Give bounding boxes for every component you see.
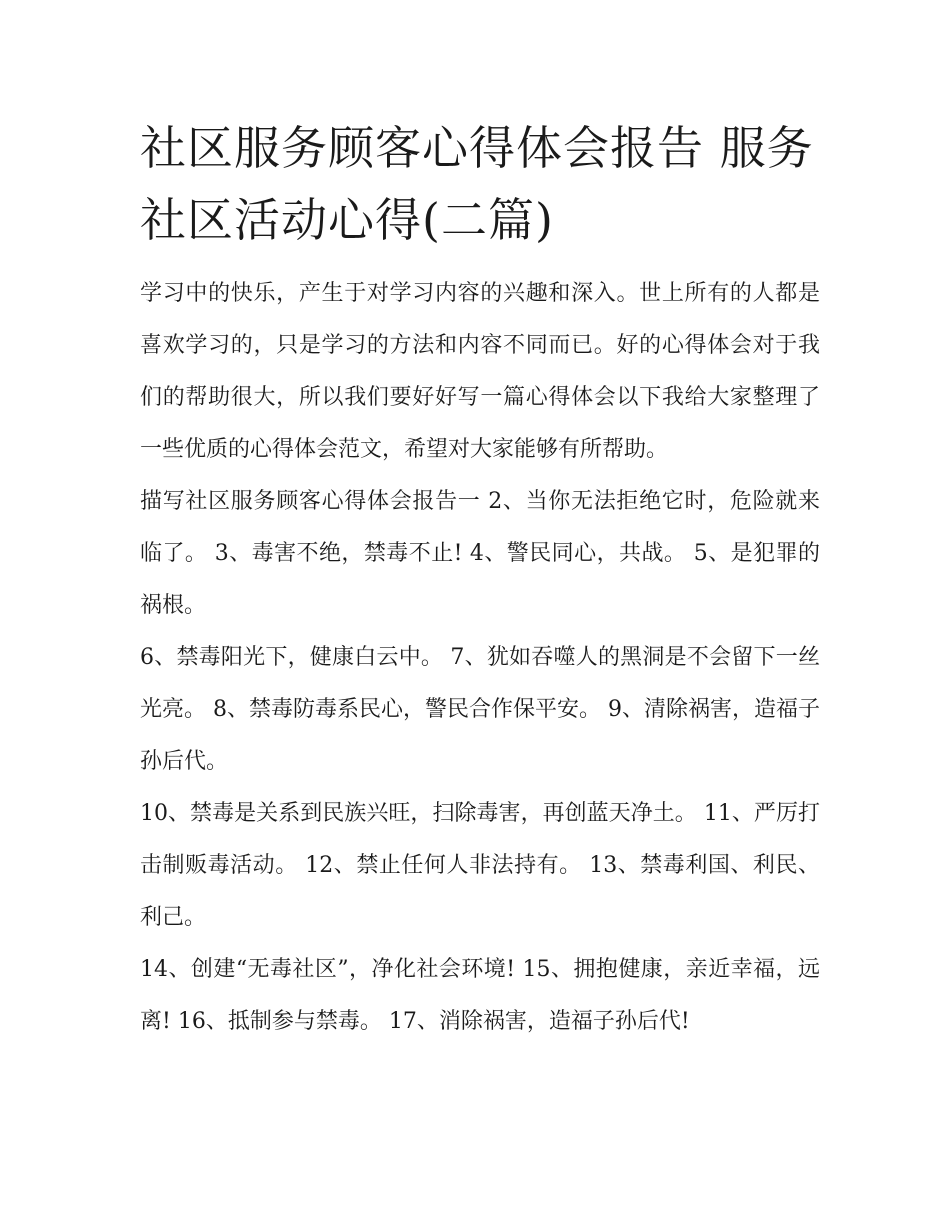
document-title: 社区服务顾客心得体会报告 服务社区活动心得(二篇) [140, 121, 814, 247]
paragraph-items-14-17: 14、创建“无毒社区”，净化社会环境! 15、拥抱健康，亲近幸福，远离! 16、抵制参与禁毒。 17、消除祸害，造福子孙后代! [140, 957, 820, 1034]
paragraph-report-one: 描写社区服务顾客心得体会报告一 2、当你无法拒绝它时，危险就来临了。 3、毒害不绝，禁毒不止! 4、警民同心，共战。 5、是犯罪的祸根。 [140, 489, 820, 618]
intro-paragraph: 学习中的快乐，产生于对学习内容的兴趣和深入。世上所有的人都是喜欢学习的，只是学习的方法和内容不同而已。好的心得体会对于我们的帮助很大，所以我们要好好写一篇心得体会以下我给大家整理了一些优质的心得体会范文，希望对大家能够有所帮助。 [140, 281, 820, 462]
paragraph-items-10-13: 10、禁毒是关系到民族兴旺，扫除毒害，再创蓝天净土。 11、严厉打击制贩毒活动。 12、禁止任何人非法持有。 13、禁毒利国、利民、利己。 [140, 801, 820, 930]
document-body [140, 112, 820, 1048]
paragraph-items-6-9: 6、禁毒阳光下，健康白云中。 7、犹如吞噬人的黑洞是不会留下一丝光亮。 8、禁毒防毒系民心，警民合作保平安。 9、清除祸害，造福子孙后代。 [140, 645, 820, 774]
